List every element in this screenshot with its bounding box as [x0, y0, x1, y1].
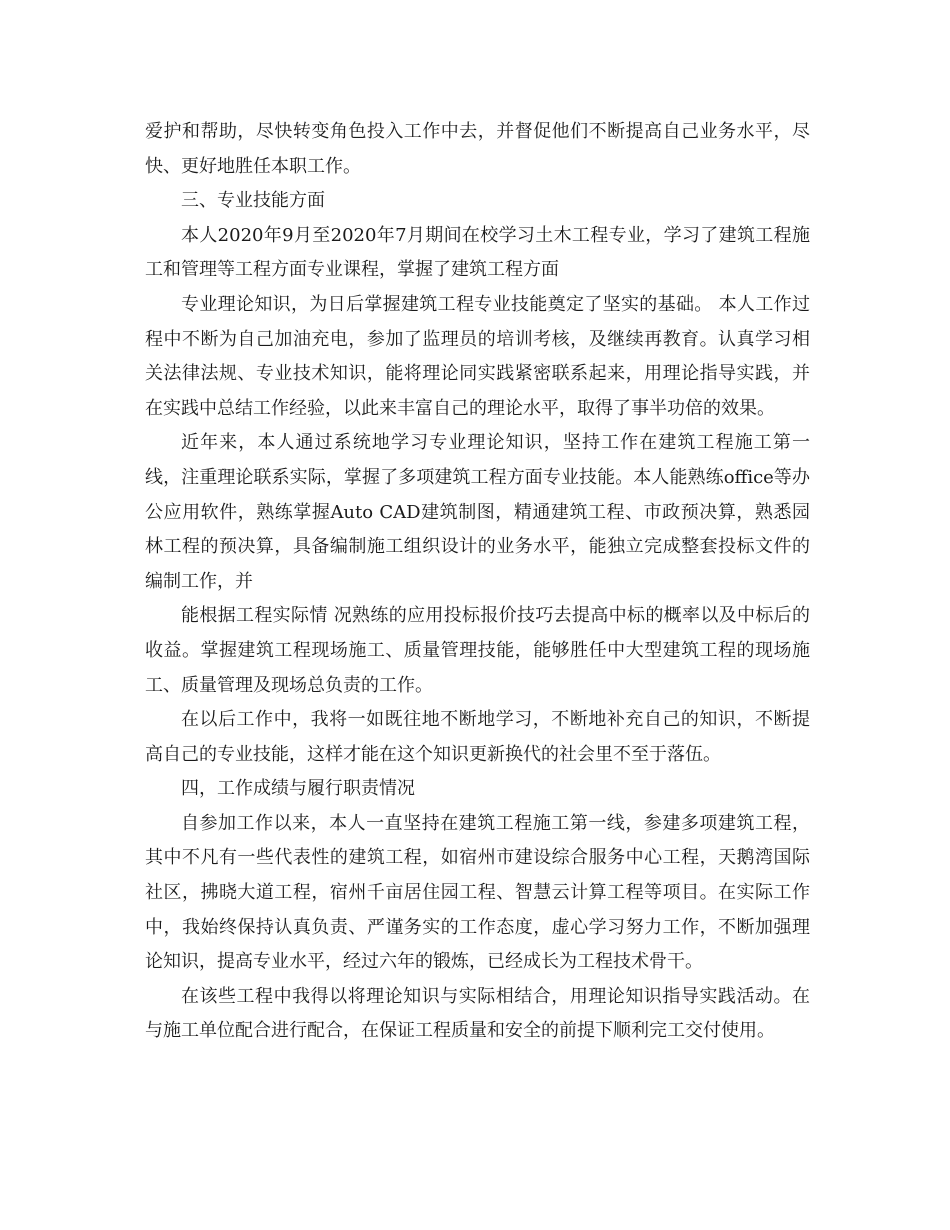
- paragraph-future-learning: 在以后工作中，我将一如既往地不断地学习，不断地补充自己的知识，不断提高自己的专业技能，这样才能在这个知识更新换代的社会里不至于落伍。: [145, 709, 810, 765]
- document-body: [145, 115, 810, 1049]
- section-heading-achievements: 四，工作成绩与履行职责情况: [181, 778, 415, 800]
- paragraph-projects: 自参加工作以来，本人一直坚持在建筑工程施工第一线，参建多项建筑工程，其中不凡有一些代表性的建筑工程，如宿州市建设综合服务中心工程，天鹅湾国际社区，拂晓大道工程，宿州千亩居住园工程、智慧云计算工程等项目。在实际工作中，我始终保持认真负责、严谨务实的工作态度，虚心学习努力工作，不断加强理论知识，提高专业水平，经过六年的锻炼，已经成长为工程技术骨干。: [145, 812, 810, 973]
- paragraph-skills: 近年来，本人通过系统地学习专业理论知识，坚持工作在建筑工程施工第一线，注重理论联系实际，掌握了多项建筑工程方面专业技能。本人能熟练office等办公应用软件，熟练掌握Auto CAD建筑制图，精通建筑工程、市政预决算，熟悉园林工程的预决算，具备编制施工组织设计的业务水平，能独立完成整套投标文件的编制工作，并: [145, 432, 810, 592]
- paragraph-continuation: 爱护和帮助，尽快转变角色投入工作中去，并督促他们不断提高自己业务水平，尽快、更好地胜任本职工作。: [145, 121, 810, 177]
- paragraph-practice: 在该些工程中我得以将理论知识与实际相结合，用理论知识指导实践活动。在与施工单位配合进行配合，在保证工程质量和安全的前提下顺利完工交付使用。: [145, 985, 810, 1042]
- paragraph-bidding: 能根据工程实际情 况熟练的应用投标报价技巧去提高中标的概率以及中标后的收益。掌握建筑工程现场施工、质量管理技能，能够胜任中大型建筑工程的现场施工、质量管理及现场总负责的工作。: [145, 605, 810, 696]
- section-heading-professional-skills: 三、专业技能方面: [181, 190, 325, 212]
- paragraph-theory-knowledge: 专业理论知识，为日后掌握建筑工程专业技能奠定了坚实的基础。 本人工作过程中不断为自己加油充电，参加了监理员的培训考核，及继续再教育。认真学习相关法律法规、专业技术知识，能将理论同实践紧密联系起来，用理论指导实践，并在实践中总结工作经验，以此来丰富自己的理论水平，取得了事半功倍的效果。: [145, 293, 810, 419]
- paragraph-education: 本人2020年9月至2020年7月期间在校学习土木工程专业，学习了建筑工程施工和管理等工程方面专业课程，掌握了建筑工程方面: [145, 224, 810, 281]
